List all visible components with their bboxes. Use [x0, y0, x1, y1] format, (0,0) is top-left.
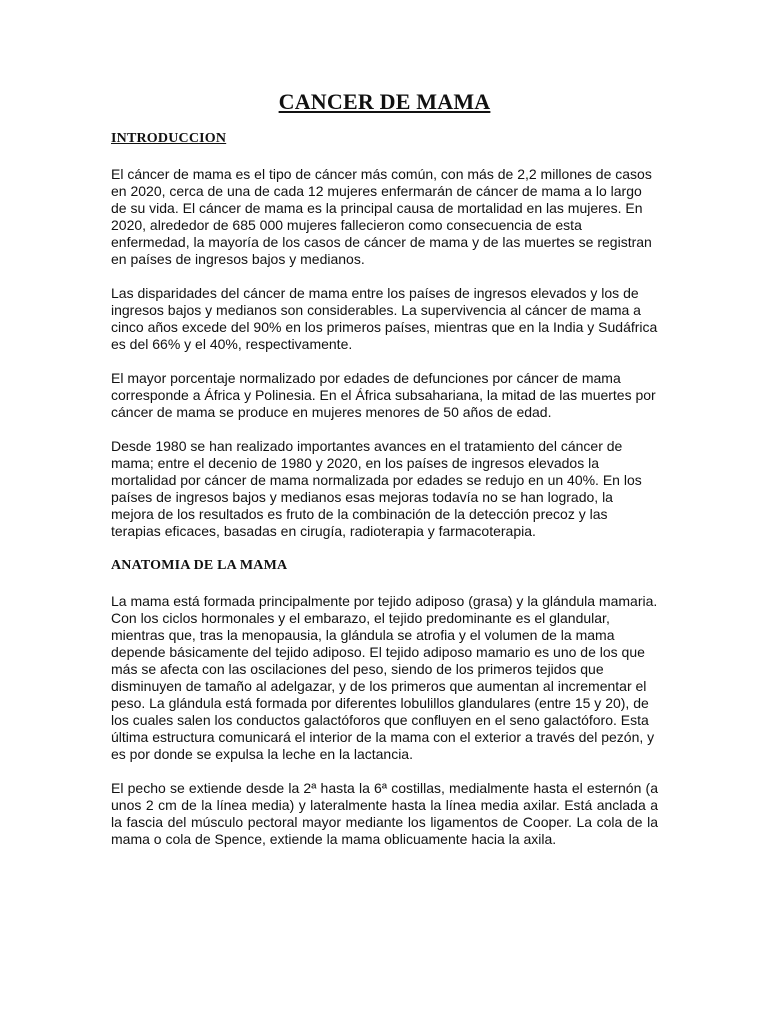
- section-anatomia: [111, 557, 658, 848]
- section-heading-introduccion: INTRODUCCION: [111, 131, 227, 146]
- paragraph: La mama está formada principalmente por tejido adiposo (grasa) y la glándula mamaria. Con los ciclos hormonales y el embarazo, el tejido predominante es el glandular, mientras que, tras la menopausia, la glándula se atrofia y el volumen de la mama depende básicamente del tejido adiposo. El tejido adiposo mamario es uno de los que más se afecta con las oscilaciones del peso, siendo de los primeros tejidos que disminuyen de tamaño al adelgazar, y de los primeros que aumentan al incrementar el peso. La glándula está formada por diferentes lobulillos glandulares (entre 15 y 20), de los cuales salen los conductos galactóforos que confluyen en el seno galactóforo. Esta última estructura comunicará el interior de la mama con el exterior a través del pezón, y es por donde se expulsa la leche en la lactancia.: [111, 593, 658, 762]
- paragraph: El cáncer de mama es el tipo de cáncer más común, con más de 2,2 millones de casos en 2020, cerca de una de cada 12 mujeres enfermarán de cáncer de mama a lo largo de su vida. El cáncer de mama es la principal causa de mortalidad en las mujeres. En 2020, alrededor de 685 000 mujeres fallecieron como consecuencia de esta enfermedad, la mayoría de los casos de cáncer de mama y de las muertes se registran en países de ingresos bajos y medianos.: [111, 166, 652, 267]
- paragraph: Las disparidades del cáncer de mama entre los países de ingresos elevados y los de ingresos bajos y medianos son considerables. La supervivencia al cáncer de mama a cinco años excede del 90% en los primeros países, mientras que en la India y Sudáfrica es del 66% y el 40%, respectivamente.: [111, 285, 658, 352]
- section-heading-anatomia: ANATOMIA DE LA MAMA: [111, 558, 288, 573]
- section-introduccion: [111, 130, 658, 540]
- paragraph: Desde 1980 se han realizado importantes avances en el tratamiento del cáncer de mama; entre el decenio de 1980 y 2020, en los países de ingresos elevados la mortalidad por cáncer de mama normalizada por edades se redujo en un 40%. En los países de ingresos bajos y medianos esas mejoras todavía no se han logrado, la mejora de los resultados es fruto de la combinación de la detección precoz y las terapias eficaces, basadas en cirugía, radioterapia y farmacoterapia.: [111, 438, 642, 539]
- paragraph: El mayor porcentaje normalizado por edades de defunciones por cáncer de mama corresponde a África y Polinesia. En el África subsahariana, la mitad de las muertes por cáncer de mama se produce en mujeres menores de 50 años de edad.: [111, 370, 656, 420]
- document-title: CANCER DE MAMA: [278, 89, 491, 114]
- paragraph: El pecho se extiende desde la 2ª hasta la 6ª costillas, medialmente hasta el esternón (a unos 2 cm de la línea media) y lateralmente hasta la línea media axilar. Está anclada a la fascia del músculo pectoral mayor mediante los ligamentos de Cooper. La cola de la mama o cola de Spence, extiende la mama oblicuamente hacia la axila.: [111, 780, 658, 847]
